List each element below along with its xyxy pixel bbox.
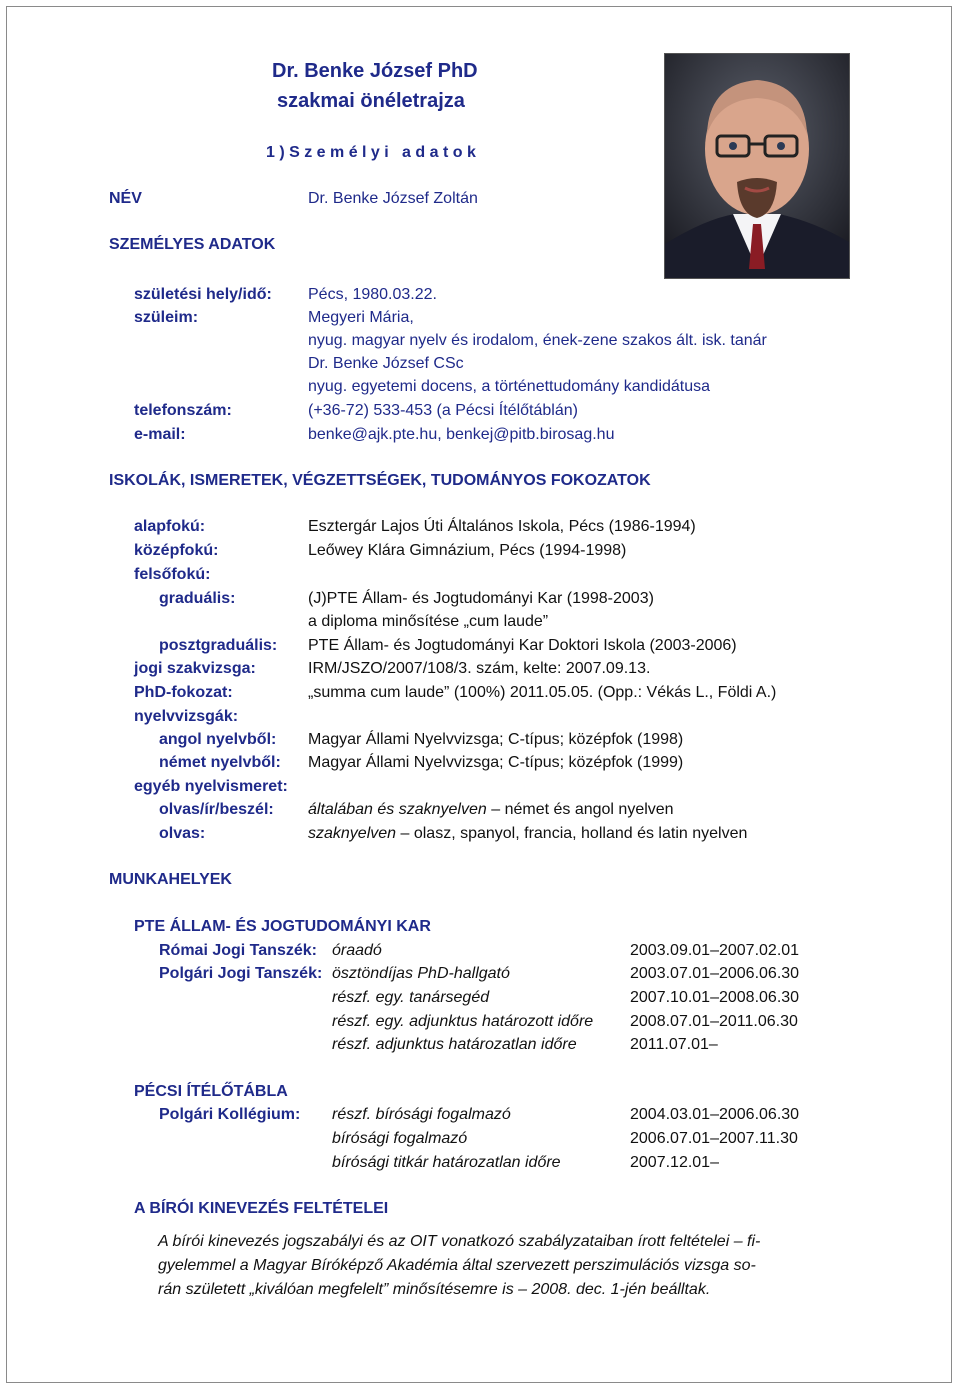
- work-period: 2003.09.01–2007.02.01: [630, 942, 800, 959]
- grad-note: a diploma minősítése „cum laude”: [308, 613, 549, 630]
- german-value: Magyar Állami Nyelvvizsga; C-típus; középfok (1999): [308, 754, 684, 771]
- cv-title: Dr. Benke József PhD: [272, 60, 478, 82]
- name-value: Dr. Benke József Zoltán: [308, 190, 478, 207]
- judge-line: A bírói kinevezés jogszabályi és az OIT vonatkozó szabályzataiban írott feltételei – fi-: [158, 1233, 761, 1250]
- name-label: NÉV: [109, 190, 142, 207]
- portrait-image: [665, 54, 849, 278]
- read-label: olvas:: [159, 825, 206, 842]
- work-period: 2004.03.01–2006.06.30: [630, 1106, 800, 1123]
- german-label: német nyelvből:: [159, 754, 281, 771]
- secondary-label: középfokú:: [134, 542, 219, 559]
- personal-heading: SZEMÉLYES ADATOK: [109, 236, 276, 253]
- rws-value: [308, 801, 674, 819]
- rws-rest: – német és angol nyelven: [486, 801, 674, 818]
- court-heading: PÉCSI ÍTÉLŐTÁBLA: [134, 1083, 288, 1100]
- work-role: részf. egy. tanársegéd: [332, 989, 490, 1006]
- bar-exam-value: IRM/JSZO/2007/108/3. szám, kelte: 2007.09.13.: [308, 660, 651, 677]
- cv-subtitle: szakmai önéletrajza: [277, 90, 465, 112]
- judge-line: rán született „kiválóan megfelelt” minősítésemre is – 2008. dec. 1-jén beálltak.: [158, 1281, 711, 1298]
- bar-exam-label: jogi szakvizsga:: [134, 660, 256, 677]
- work-heading: MUNKAHELYEK: [109, 871, 232, 888]
- mother-desc: nyug. magyar nyelv és irodalom, ének-zene szakos ált. isk. tanár: [308, 332, 767, 349]
- judge-heading: A BÍRÓI KINEVEZÉS FELTÉTELEI: [134, 1200, 389, 1217]
- pte-heading: PTE ÁLLAM- ÉS JOGTUDOMÁNYI KAR: [134, 918, 431, 935]
- primary-value: Esztergár Lajos Úti Általános Iskola, Pécs (1986-1994): [308, 518, 696, 535]
- work-role: bírósági titkár határozatlan időre: [332, 1154, 561, 1171]
- work-role: részf. bírósági fogalmazó: [332, 1106, 511, 1123]
- work-role: óraadó: [332, 942, 382, 959]
- grad-value: (J)PTE Állam- és Jogtudományi Kar (1998-2003): [308, 590, 654, 607]
- postgrad-label: posztgraduális:: [159, 637, 278, 654]
- father-desc: nyug. egyetemi docens, a történettudomány kandidátusa: [308, 378, 711, 395]
- mother-name: Megyeri Mária,: [308, 309, 414, 326]
- work-dept: Polgári Kollégium:: [159, 1106, 301, 1123]
- work-period: 2007.10.01–2008.06.30: [630, 989, 800, 1006]
- phone-value: (+36-72) 533-453 (a Pécsi Ítélőtáblán): [308, 402, 578, 419]
- language-exams-label: nyelvvizsgák:: [134, 708, 239, 725]
- rws-label: olvas/ír/beszél:: [159, 801, 274, 818]
- birth-label: születési hely/idő:: [134, 286, 272, 303]
- father-name: Dr. Benke József CSc: [308, 355, 464, 372]
- other-languages-label: egyéb nyelvismeret:: [134, 778, 288, 795]
- work-period: 2011.07.01–: [630, 1036, 718, 1053]
- work-period: 2008.07.01–2011.06.30: [630, 1013, 798, 1030]
- phd-label: PhD-fokozat:: [134, 684, 233, 701]
- english-value: Magyar Állami Nyelvvizsga; C-típus; középfok (1998): [308, 731, 684, 748]
- section-personal-data: 1 ) S z e m é l y i a d a t o k: [266, 144, 476, 161]
- judge-paragraph: [158, 1230, 828, 1302]
- work-period: 2006.07.01–2007.11.30: [630, 1130, 798, 1147]
- secondary-value: Leőwey Klára Gimnázium, Pécs (1994-1998): [308, 542, 627, 559]
- postgrad-value: PTE Állam- és Jogtudományi Kar Doktori Iskola (2003-2006): [308, 637, 737, 654]
- phone-label: telefonszám:: [134, 402, 232, 419]
- work-role: részf. egy. adjunktus határozott időre: [332, 1013, 594, 1030]
- work-dept: Polgári Jogi Tanszék:: [159, 965, 323, 982]
- work-period: 2007.12.01–: [630, 1154, 719, 1171]
- english-label: angol nyelvből:: [159, 731, 277, 748]
- read-value: [308, 825, 747, 843]
- phd-value: „summa cum laude” (100%) 2011.05.05. (Opp.: Vékás L., Földi A.): [308, 684, 777, 701]
- work-role: ösztöndíjas PhD-hallgató: [332, 965, 510, 982]
- read-italic: szaknyelven: [308, 825, 397, 842]
- email-value[interactable]: benke@ajk.pte.hu, benkej@pitb.birosag.hu: [308, 426, 615, 443]
- primary-label: alapfokú:: [134, 518, 206, 535]
- email-label: e-mail:: [134, 426, 186, 443]
- work-period: 2003.07.01–2006.06.30: [630, 965, 800, 982]
- read-rest: – olasz, spanyol, francia, holland és latin nyelven: [396, 825, 748, 842]
- grad-label: graduális:: [159, 590, 236, 607]
- work-role: részf. adjunktus határozatlan időre: [332, 1036, 577, 1053]
- judge-line: gyelemmel a Magyar Bíróképző Akadémia által szervezett perszimulációs vizsga so-: [158, 1257, 756, 1274]
- higher-label: felsőfokú:: [134, 566, 211, 583]
- rws-italic: általában és szaknyelven: [308, 801, 487, 818]
- education-heading: ISKOLÁK, ISMERETEK, VÉGZETTSÉGEK, TUDOMÁNYOS FOKOZATOK: [109, 472, 651, 489]
- work-role: bírósági fogalmazó: [332, 1130, 468, 1147]
- birth-value: Pécs, 1980.03.22.: [308, 286, 437, 303]
- portrait-photo: [664, 53, 850, 279]
- work-dept: Római Jogi Tanszék:: [159, 942, 317, 959]
- parents-label: szüleim:: [134, 309, 199, 326]
